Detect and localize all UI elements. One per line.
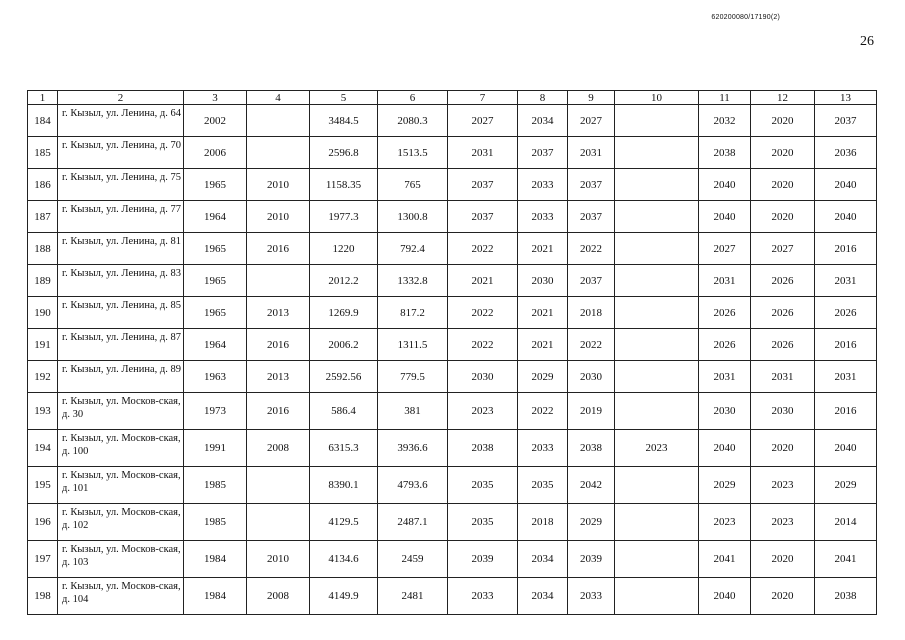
table-row xyxy=(28,265,877,297)
value-cell: 2035 xyxy=(448,467,518,504)
row-number-cell: 187 xyxy=(28,201,58,233)
value-cell: 1963 xyxy=(184,361,247,393)
column-header: 12 xyxy=(751,91,815,105)
value-cell: 2481 xyxy=(378,578,448,615)
value-cell: 2029 xyxy=(518,361,568,393)
value-cell: 2037 xyxy=(448,201,518,233)
address-cell: г. Кызыл, ул. Ленина, д. 77 xyxy=(58,201,184,233)
value-cell: 2038 xyxy=(448,430,518,467)
value-cell: 2037 xyxy=(448,169,518,201)
column-header: 5 xyxy=(310,91,378,105)
value-cell: 4134.6 xyxy=(310,541,378,578)
value-cell: 2021 xyxy=(518,233,568,265)
value-cell: 1965 xyxy=(184,297,247,329)
table-row xyxy=(28,467,877,504)
value-cell: 2019 xyxy=(568,393,615,430)
row-number-cell: 195 xyxy=(28,467,58,504)
value-cell: 2040 xyxy=(699,201,751,233)
value-cell: 2040 xyxy=(815,430,877,467)
value-cell: 1332.8 xyxy=(378,265,448,297)
row-number-cell: 189 xyxy=(28,265,58,297)
row-number-cell: 198 xyxy=(28,578,58,615)
address-cell: г. Кызыл, ул. Москов-ская, д. 103 xyxy=(58,541,184,578)
address-cell: г. Кызыл, ул. Ленина, д. 64 xyxy=(58,105,184,137)
value-cell: 2008 xyxy=(247,430,310,467)
row-number-cell: 196 xyxy=(28,504,58,541)
value-cell: 2023 xyxy=(615,430,699,467)
address-cell: г. Кызыл, ул. Ленина, д. 81 xyxy=(58,233,184,265)
table-row xyxy=(28,233,877,265)
value-cell: 2016 xyxy=(247,393,310,430)
value-cell: 2027 xyxy=(699,233,751,265)
value-cell: 2040 xyxy=(699,578,751,615)
value-cell: 2027 xyxy=(448,105,518,137)
value-cell: 2016 xyxy=(815,233,877,265)
row-number-cell: 188 xyxy=(28,233,58,265)
value-cell: 2020 xyxy=(751,137,815,169)
row-number-cell: 185 xyxy=(28,137,58,169)
column-header: 11 xyxy=(699,91,751,105)
value-cell xyxy=(615,361,699,393)
value-cell: 1965 xyxy=(184,265,247,297)
table-row xyxy=(28,105,877,137)
value-cell: 2032 xyxy=(699,105,751,137)
value-cell: 2016 xyxy=(247,233,310,265)
value-cell: 1965 xyxy=(184,169,247,201)
value-cell: 2021 xyxy=(518,297,568,329)
value-cell: 779.5 xyxy=(378,361,448,393)
value-cell: 2035 xyxy=(448,504,518,541)
value-cell: 2020 xyxy=(751,169,815,201)
value-cell: 2036 xyxy=(815,137,877,169)
column-header: 8 xyxy=(518,91,568,105)
value-cell: 2021 xyxy=(518,329,568,361)
value-cell xyxy=(615,233,699,265)
value-cell: 381 xyxy=(378,393,448,430)
value-cell: 1985 xyxy=(184,467,247,504)
document-code: 620200080/17190(2) xyxy=(711,14,780,21)
address-cell: г. Кызыл, ул. Ленина, д. 89 xyxy=(58,361,184,393)
value-cell: 2596.8 xyxy=(310,137,378,169)
column-header: 4 xyxy=(247,91,310,105)
table-row xyxy=(28,201,877,233)
value-cell: 2030 xyxy=(448,361,518,393)
value-cell: 2023 xyxy=(448,393,518,430)
address-cell: г. Кызыл, ул. Москов-ская, д. 30 xyxy=(58,393,184,430)
value-cell: 2020 xyxy=(751,430,815,467)
value-cell: 2037 xyxy=(568,169,615,201)
column-header: 7 xyxy=(448,91,518,105)
value-cell: 2031 xyxy=(751,361,815,393)
value-cell: 2037 xyxy=(568,265,615,297)
address-cell: г. Кызыл, ул. Москов-ская, д. 100 xyxy=(58,430,184,467)
value-cell: 2029 xyxy=(568,504,615,541)
value-cell: 2021 xyxy=(448,265,518,297)
row-number-cell: 193 xyxy=(28,393,58,430)
value-cell: 2002 xyxy=(184,105,247,137)
value-cell: 2020 xyxy=(751,105,815,137)
value-cell: 2038 xyxy=(568,430,615,467)
value-cell: 8390.1 xyxy=(310,467,378,504)
value-cell: 1220 xyxy=(310,233,378,265)
value-cell: 4129.5 xyxy=(310,504,378,541)
value-cell: 6315.3 xyxy=(310,430,378,467)
value-cell: 2034 xyxy=(518,578,568,615)
address-cell: г. Кызыл, ул. Ленина, д. 85 xyxy=(58,297,184,329)
row-number-cell: 191 xyxy=(28,329,58,361)
table-body xyxy=(28,105,877,615)
column-header: 6 xyxy=(378,91,448,105)
value-cell: 2459 xyxy=(378,541,448,578)
value-cell: 765 xyxy=(378,169,448,201)
column-header: 3 xyxy=(184,91,247,105)
value-cell: 2022 xyxy=(568,329,615,361)
value-cell: 1977.3 xyxy=(310,201,378,233)
value-cell: 2033 xyxy=(448,578,518,615)
value-cell xyxy=(615,393,699,430)
value-cell xyxy=(615,504,699,541)
value-cell: 2008 xyxy=(247,578,310,615)
value-cell xyxy=(615,578,699,615)
value-cell: 4793.6 xyxy=(378,467,448,504)
value-cell: 2080.3 xyxy=(378,105,448,137)
value-cell xyxy=(615,201,699,233)
value-cell: 2040 xyxy=(699,169,751,201)
value-cell xyxy=(615,265,699,297)
page-number: 26 xyxy=(860,34,874,49)
value-cell: 2006 xyxy=(184,137,247,169)
value-cell: 1269.9 xyxy=(310,297,378,329)
value-cell: 1311.5 xyxy=(378,329,448,361)
value-cell: 2031 xyxy=(815,361,877,393)
table-row xyxy=(28,137,877,169)
value-cell: 2030 xyxy=(751,393,815,430)
value-cell: 3936.6 xyxy=(378,430,448,467)
value-cell: 2013 xyxy=(247,297,310,329)
value-cell: 2010 xyxy=(247,541,310,578)
value-cell: 1984 xyxy=(184,578,247,615)
value-cell xyxy=(615,297,699,329)
value-cell: 2033 xyxy=(518,201,568,233)
value-cell: 2038 xyxy=(699,137,751,169)
value-cell: 2041 xyxy=(815,541,877,578)
value-cell: 817.2 xyxy=(378,297,448,329)
value-cell: 2031 xyxy=(815,265,877,297)
value-cell xyxy=(615,541,699,578)
value-cell xyxy=(615,467,699,504)
table-row xyxy=(28,329,877,361)
value-cell: 2030 xyxy=(699,393,751,430)
address-cell: г. Кызыл, ул. Ленина, д. 87 xyxy=(58,329,184,361)
value-cell: 2006.2 xyxy=(310,329,378,361)
value-cell: 2030 xyxy=(518,265,568,297)
value-cell: 2023 xyxy=(699,504,751,541)
table-row xyxy=(28,541,877,578)
value-cell: 2034 xyxy=(518,105,568,137)
value-cell: 2014 xyxy=(815,504,877,541)
table-row xyxy=(28,169,877,201)
value-cell: 2030 xyxy=(568,361,615,393)
column-header: 1 xyxy=(28,91,58,105)
value-cell: 2040 xyxy=(815,169,877,201)
value-cell xyxy=(615,329,699,361)
table-row xyxy=(28,393,877,430)
value-cell xyxy=(615,169,699,201)
value-cell: 2035 xyxy=(518,467,568,504)
address-cell: г. Кызыл, ул. Ленина, д. 83 xyxy=(58,265,184,297)
column-header: 2 xyxy=(58,91,184,105)
value-cell: 2023 xyxy=(751,467,815,504)
value-cell: 2027 xyxy=(568,105,615,137)
row-number-cell: 194 xyxy=(28,430,58,467)
value-cell: 2031 xyxy=(448,137,518,169)
value-cell: 2018 xyxy=(568,297,615,329)
value-cell: 1984 xyxy=(184,541,247,578)
column-header: 10 xyxy=(615,91,699,105)
value-cell xyxy=(615,105,699,137)
value-cell: 2039 xyxy=(568,541,615,578)
value-cell: 2016 xyxy=(815,393,877,430)
value-cell: 1965 xyxy=(184,233,247,265)
value-cell: 586.4 xyxy=(310,393,378,430)
value-cell: 2023 xyxy=(751,504,815,541)
value-cell: 2016 xyxy=(815,329,877,361)
value-cell: 2010 xyxy=(247,169,310,201)
value-cell: 2039 xyxy=(448,541,518,578)
value-cell xyxy=(247,467,310,504)
value-cell: 2029 xyxy=(699,467,751,504)
table-row xyxy=(28,504,877,541)
value-cell: 2020 xyxy=(751,578,815,615)
value-cell: 1158.35 xyxy=(310,169,378,201)
value-cell: 1973 xyxy=(184,393,247,430)
column-header: 9 xyxy=(568,91,615,105)
value-cell: 2038 xyxy=(815,578,877,615)
value-cell: 2022 xyxy=(448,297,518,329)
column-header: 13 xyxy=(815,91,877,105)
value-cell: 2020 xyxy=(751,541,815,578)
value-cell: 2026 xyxy=(751,265,815,297)
value-cell: 3484.5 xyxy=(310,105,378,137)
value-cell: 2037 xyxy=(815,105,877,137)
value-cell: 2012.2 xyxy=(310,265,378,297)
address-cell: г. Кызыл, ул. Москов-ская, д. 101 xyxy=(58,467,184,504)
value-cell: 2026 xyxy=(699,329,751,361)
value-cell: 2034 xyxy=(518,541,568,578)
value-cell: 2026 xyxy=(751,329,815,361)
value-cell: 2016 xyxy=(247,329,310,361)
value-cell: 2026 xyxy=(815,297,877,329)
address-cell: г. Кызыл, ул. Москов-ская, д. 102 xyxy=(58,504,184,541)
value-cell: 2029 xyxy=(815,467,877,504)
value-cell: 1991 xyxy=(184,430,247,467)
value-cell: 2040 xyxy=(699,430,751,467)
value-cell: 2027 xyxy=(751,233,815,265)
header-row xyxy=(28,91,877,105)
value-cell: 2013 xyxy=(247,361,310,393)
value-cell xyxy=(247,265,310,297)
value-cell: 2018 xyxy=(518,504,568,541)
value-cell: 2031 xyxy=(568,137,615,169)
value-cell: 792.4 xyxy=(378,233,448,265)
value-cell xyxy=(247,105,310,137)
value-cell: 2037 xyxy=(518,137,568,169)
value-cell: 2026 xyxy=(751,297,815,329)
value-cell: 2010 xyxy=(247,201,310,233)
value-cell: 2022 xyxy=(448,233,518,265)
value-cell: 2022 xyxy=(568,233,615,265)
table-row xyxy=(28,297,877,329)
value-cell: 2592.56 xyxy=(310,361,378,393)
address-cell: г. Кызыл, ул. Ленина, д. 70 xyxy=(58,137,184,169)
address-cell: г. Кызыл, ул. Москов-ская, д. 104 xyxy=(58,578,184,615)
value-cell: 2022 xyxy=(518,393,568,430)
row-number-cell: 186 xyxy=(28,169,58,201)
table-row xyxy=(28,361,877,393)
table-row xyxy=(28,430,877,467)
value-cell: 2487.1 xyxy=(378,504,448,541)
value-cell: 2037 xyxy=(568,201,615,233)
value-cell: 2026 xyxy=(699,297,751,329)
value-cell: 2022 xyxy=(448,329,518,361)
value-cell: 2031 xyxy=(699,361,751,393)
housing-table xyxy=(27,90,877,615)
value-cell: 2031 xyxy=(699,265,751,297)
row-number-cell: 184 xyxy=(28,105,58,137)
value-cell xyxy=(615,137,699,169)
value-cell: 1964 xyxy=(184,329,247,361)
value-cell: 1300.8 xyxy=(378,201,448,233)
value-cell: 2033 xyxy=(518,169,568,201)
address-cell: г. Кызыл, ул. Ленина, д. 75 xyxy=(58,169,184,201)
row-number-cell: 192 xyxy=(28,361,58,393)
value-cell xyxy=(247,504,310,541)
value-cell: 2040 xyxy=(815,201,877,233)
value-cell: 2041 xyxy=(699,541,751,578)
value-cell: 2020 xyxy=(751,201,815,233)
value-cell: 2033 xyxy=(568,578,615,615)
value-cell: 2042 xyxy=(568,467,615,504)
row-number-cell: 197 xyxy=(28,541,58,578)
table-row xyxy=(28,578,877,615)
value-cell: 2033 xyxy=(518,430,568,467)
value-cell: 4149.9 xyxy=(310,578,378,615)
value-cell: 1513.5 xyxy=(378,137,448,169)
row-number-cell: 190 xyxy=(28,297,58,329)
value-cell xyxy=(247,137,310,169)
value-cell: 1964 xyxy=(184,201,247,233)
value-cell: 1985 xyxy=(184,504,247,541)
